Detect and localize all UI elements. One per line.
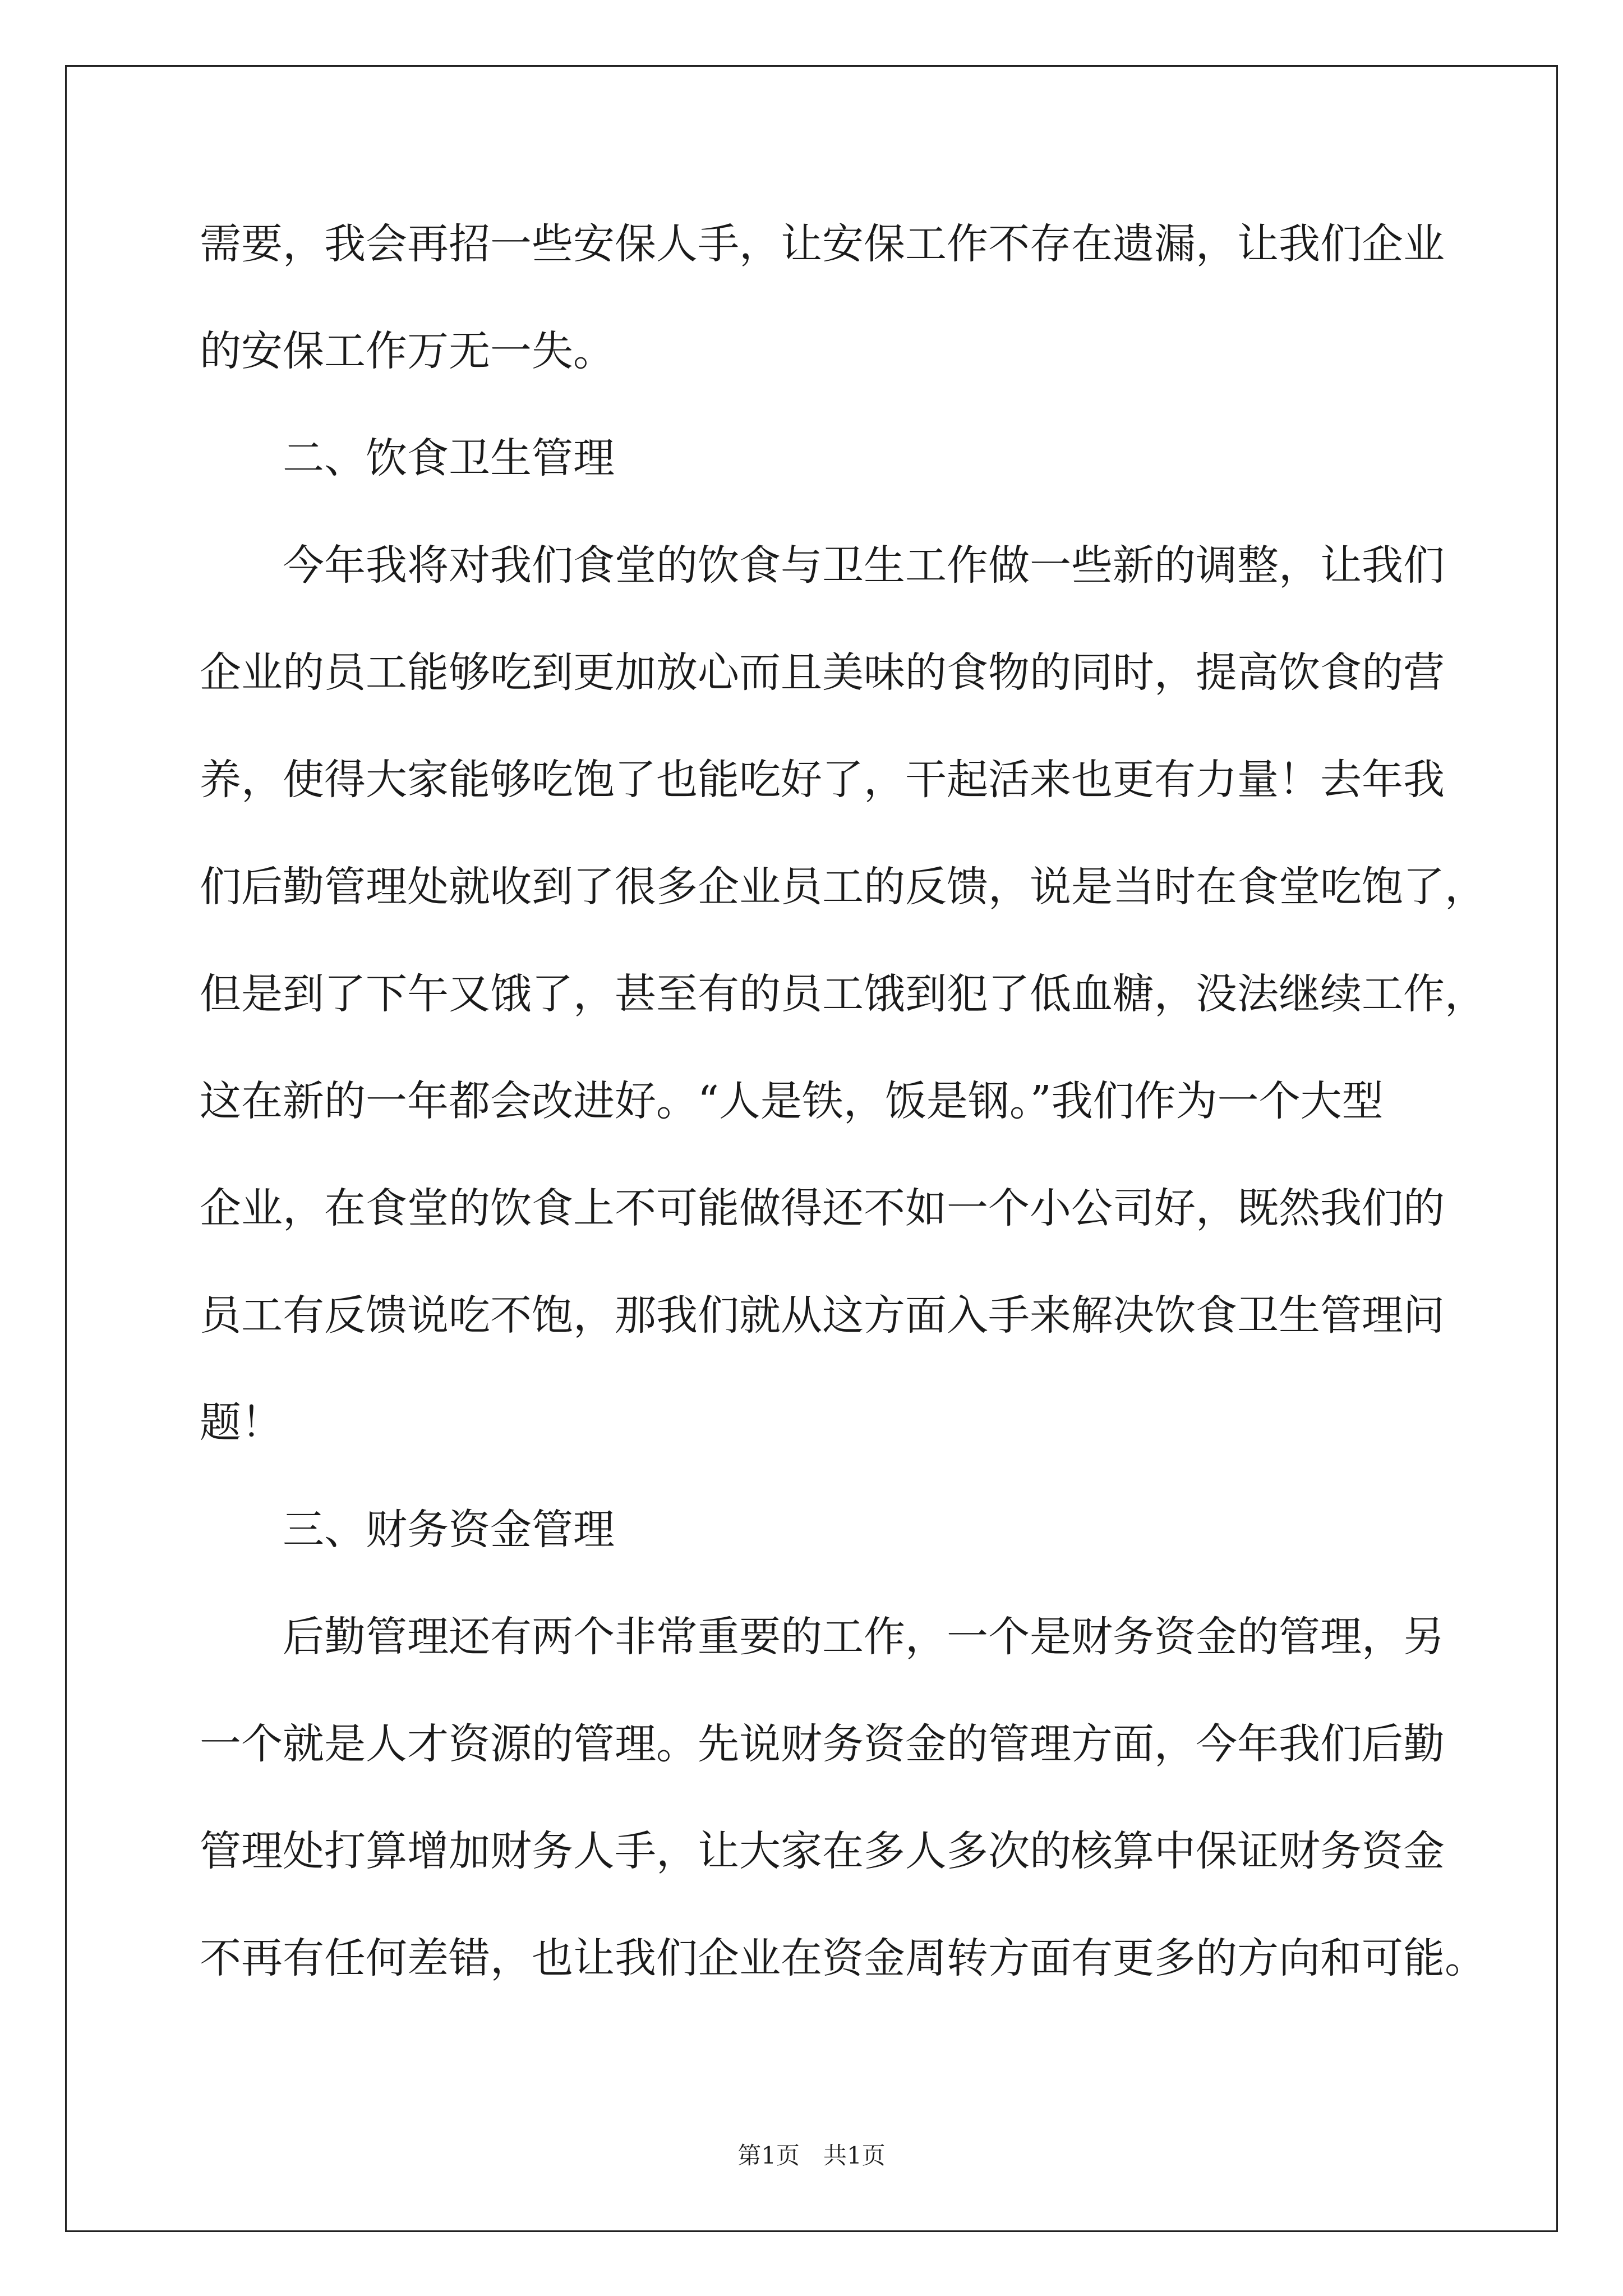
paragraph-line: 企业，在食堂的饮食上不可能做得还不如一个小公司好，既然我们的 — [200, 1184, 1445, 1232]
paragraph-line: 但是到了下午又饿了，甚至有的员工饿到犯了低血糖，没法继续工作， — [200, 970, 1486, 1018]
section-heading-food-hygiene: 二、饮食卫生管理 — [283, 434, 615, 482]
paragraph-line: 不再有任何差错，也让我们企业在资金周转方面有更多的方向和可能。 — [200, 1934, 1486, 1982]
paragraph-line: 需要，我会再招一些安保人手，让安保工作不存在遗漏，让我们企业 — [200, 220, 1445, 268]
paragraph-line: 的安保工作万无一失。 — [200, 327, 615, 375]
paragraph-line: 员工有反馈说吃不饱，那我们就从这方面入手来解决饮食卫生管理问 — [200, 1291, 1445, 1340]
paragraph-line: 企业的员工能够吃到更加放心而且美味的食物的同时，提高饮食的营 — [200, 648, 1445, 697]
paragraph-line: 一个就是人才资源的管理。先说财务资金的管理方面，今年我们后勤 — [200, 1720, 1445, 1768]
page-footer: 第1页 共1页 — [737, 2142, 886, 2169]
paragraph-line: 养，使得大家能够吃饱了也能吃好了，干起活来也更有力量！去年我 — [200, 756, 1445, 804]
section-heading-finance: 三、财务资金管理 — [283, 1506, 615, 1554]
paragraph-line: 后勤管理还有两个非常重要的工作，一个是财务资金的管理，另 — [283, 1613, 1445, 1661]
paragraph-line: 今年我将对我们食堂的饮食与卫生工作做一些新的调整，让我们 — [283, 541, 1445, 590]
paragraph-line: 们后勤管理处就收到了很多企业员工的反馈，说是当时在食堂吃饱了， — [200, 863, 1486, 911]
paragraph-line: 题！ — [200, 1398, 283, 1447]
paragraph-line: 管理处打算增加财务人手，让大家在多人多次的核算中保证财务资金 — [200, 1827, 1445, 1875]
paragraph-line: 这在新的一年都会改进好。“人是铁，饭是钢。”我们作为一个大型 — [200, 1077, 1384, 1125]
document-body — [200, 191, 1486, 2012]
